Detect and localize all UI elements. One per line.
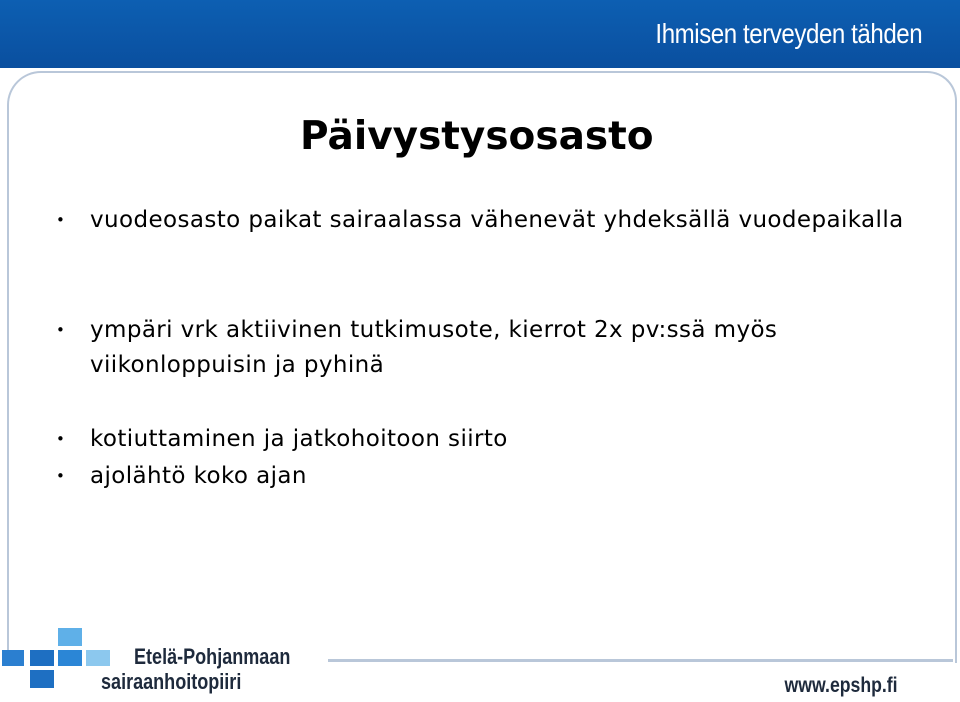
logo-block (2, 650, 24, 666)
bullet-item (56, 313, 906, 383)
bullet-text: kotiuttaminen ja jatkohoitoon siirto (90, 426, 508, 452)
website-link[interactable]: www.epshp.fi (784, 674, 898, 697)
bullet-text: vuodeosasto paikat sairaalassa vähenevät yhdeksällä vuodepaikalla (90, 207, 904, 233)
bullet-text: ajolähtö koko ajan (90, 463, 307, 489)
bullet-marker: • (56, 321, 65, 339)
logo-block (30, 670, 54, 688)
footer-divider (328, 659, 953, 662)
bullet-item (56, 203, 906, 238)
slide-title: Päivystysosasto (300, 114, 654, 159)
bullet-marker: • (56, 467, 65, 485)
org-name-line-1: Etelä-Pohjanmaan (134, 644, 291, 669)
logo-block (86, 650, 110, 666)
logo-block (30, 650, 54, 666)
bullet-item (56, 459, 906, 494)
logo-block (58, 650, 82, 666)
header-tagline: Ihmisen terveyden tähden (655, 18, 922, 49)
bullet-marker: • (56, 430, 65, 448)
bullet-item (56, 422, 906, 457)
logo-block (58, 628, 82, 646)
bullet-text: ympäri vrk aktiivinen tutkimusote, kierrot 2x pv:ssä myös viikonloppuisin ja pyhinä (90, 317, 778, 378)
bullet-marker: • (56, 211, 65, 229)
org-name-line-2: sairaanhoitopiiri (101, 669, 242, 694)
